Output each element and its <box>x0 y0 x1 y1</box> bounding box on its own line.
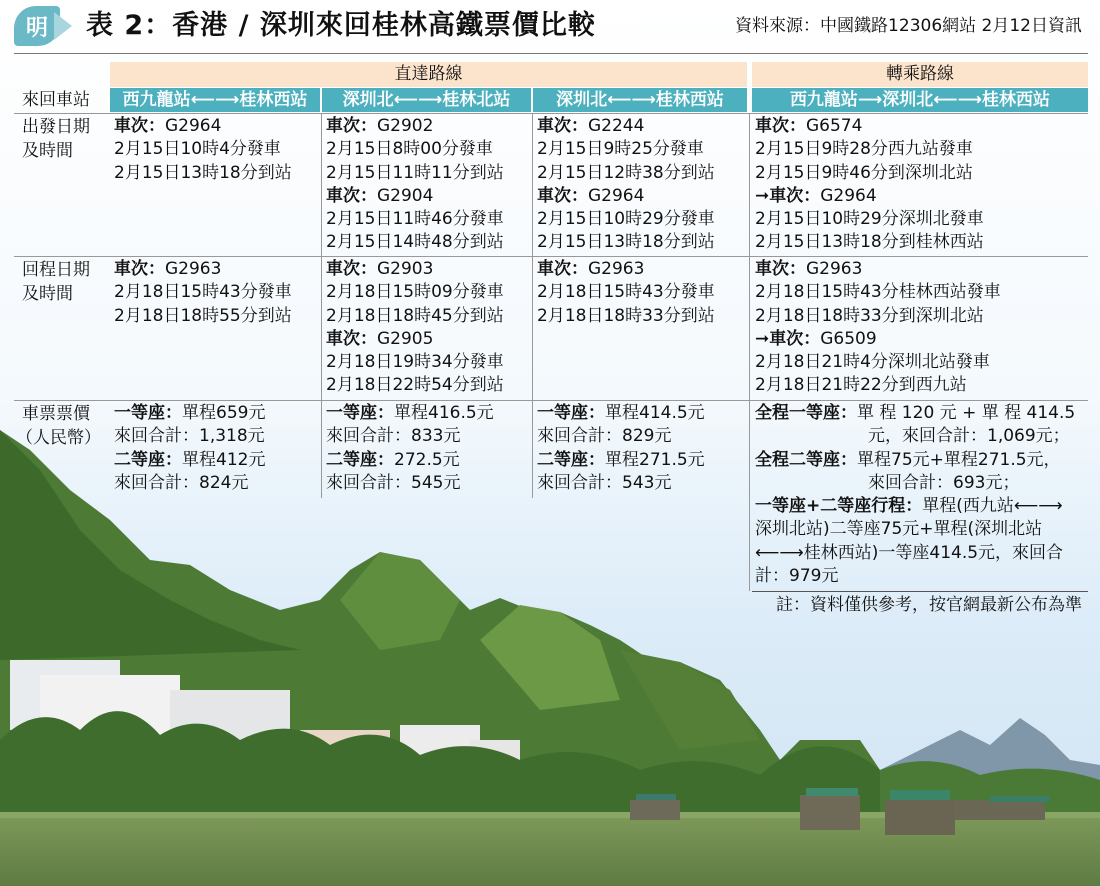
cell-line-label: 車次： <box>326 259 377 279</box>
cell-line: 2月18日18時45分到站 <box>326 305 504 326</box>
badge-tail-decor <box>54 12 72 40</box>
cell-line <box>114 115 292 138</box>
row-label-return-line2: 及時間 <box>22 284 73 304</box>
cell-line-value: 272.5元 <box>394 449 460 470</box>
footnote: 註：資料僅供參考，按官網最新公布為準 <box>776 595 1082 615</box>
cell-line: 2月15日14時48分到站 <box>326 232 504 253</box>
cell-line-label: 車次： <box>755 116 806 136</box>
row-divider-1 <box>14 113 1088 114</box>
cell-line: 2月15日8時00分發車 <box>326 139 493 160</box>
cell-return-4 <box>755 258 1001 398</box>
row-divider-3 <box>14 400 1088 401</box>
cell-line-value: 單 程 120 元 + 單 程 414.5 <box>857 403 1076 423</box>
route-header-3: 深圳北⟵⟶桂林西站 <box>533 88 747 112</box>
cell-line: 來回合計：829元 <box>537 426 672 447</box>
cell-line: 2月15日9時28分西九站發車 <box>755 139 973 160</box>
cell-line-label: 車次： <box>326 185 377 206</box>
transfer-arrow-icon: ➞ <box>755 185 770 206</box>
cell-line-value: 單程659元 <box>182 403 266 423</box>
col-divider-2 <box>532 113 533 498</box>
cell-line: 2月15日9時25分發車 <box>537 139 704 160</box>
cell-line: 2月18日15時43分發車 <box>537 282 715 303</box>
cell-line-label: 車次： <box>326 328 377 349</box>
cell-line-label: 一等座+二等座行程： <box>755 496 923 517</box>
cell-line: 來回合計：833元 <box>326 426 461 447</box>
data-source: 資料來源：中國鐵路12306網站 2月12日資訊 <box>735 16 1082 36</box>
cell-line-label: 二等座： <box>326 449 394 470</box>
cell-line: 2月15日10時29分深圳北發車 <box>755 209 984 230</box>
cell-line <box>326 258 504 281</box>
cell-line-value: 單程414.5元 <box>605 403 705 423</box>
cell-line: 來回合計：824元 <box>114 472 249 493</box>
cell-depart-1 <box>114 115 292 185</box>
cell-line-value: G2903 <box>377 259 434 279</box>
row-label-depart-line1: 出發日期 <box>22 117 90 137</box>
cell-line <box>326 185 504 208</box>
cell-line <box>755 495 1075 518</box>
cell-line: 來回合計：693元； <box>868 472 1020 493</box>
cell-price-4 <box>755 402 1075 588</box>
route-header-2: 深圳北⟵⟶桂林北站 <box>322 88 531 112</box>
cell-line: 2月18日18時33分到深圳北站 <box>755 305 984 326</box>
cell-return-1 <box>114 258 292 328</box>
cell-line: 2月18日15時43分發車 <box>114 282 292 303</box>
cell-line <box>326 449 494 472</box>
cell-line: 2月18日21時4分深圳北站發車 <box>755 352 990 373</box>
cell-price-1 <box>114 402 265 495</box>
col-divider-1 <box>321 113 322 498</box>
cell-line-label: 車次： <box>755 259 806 279</box>
badge-glyph: 明 <box>25 15 48 41</box>
cell-line-value: G6509 <box>820 328 877 349</box>
cell-line-value: 單程412元 <box>182 449 266 470</box>
cell-line: 2月15日10時4分發車 <box>114 139 281 160</box>
cell-line: 來回合計：543元 <box>537 472 672 493</box>
cell-line <box>114 258 292 281</box>
cell-line: 2月15日11時46分發車 <box>326 209 504 230</box>
cell-line: 2月15日13時18分到站 <box>537 232 715 253</box>
table-title: 表 2：香港 / 深圳來回桂林高鐵票價比較 <box>86 10 596 41</box>
cell-line-value: 單程75元+單程271.5元， <box>857 449 1061 470</box>
cell-line-value: G2902 <box>377 116 434 136</box>
row-label-return <box>22 258 90 306</box>
cell-line-value: 單程416.5元 <box>394 403 494 423</box>
row-divider-2 <box>14 256 1088 257</box>
cell-line: 2月18日22時54分到站 <box>326 375 504 396</box>
cell-line: 2月15日13時18分到桂林西站 <box>755 232 984 253</box>
cell-line-value: G2964 <box>588 185 645 206</box>
row-label-price-line2: （人民幣） <box>16 428 101 448</box>
cell-line: 2月15日13時18分到站 <box>114 162 292 183</box>
cell-line-label: 二等座： <box>114 449 182 470</box>
row-label-return-line1: 回程日期 <box>22 260 90 280</box>
cell-line-value: 單程(西九站⟵⟶ <box>922 496 1063 517</box>
group-header-direct: 直達路線 <box>110 62 747 87</box>
cell-line: 2月18日19時34分發車 <box>326 352 504 373</box>
cell-line: 來回合計：1,318元 <box>114 426 265 447</box>
cell-line <box>755 328 1001 351</box>
row-label-station: 來回車站 <box>22 90 90 110</box>
cell-line-label: 車次： <box>114 116 165 136</box>
cell-line-value: G2963 <box>806 259 863 279</box>
cell-line <box>537 258 715 281</box>
route-header-1: 西九龍站⟵⟶桂林西站 <box>110 88 320 112</box>
cell-line: 2月15日10時29分發車 <box>537 209 715 230</box>
cell-line-label: 一等座： <box>537 403 605 423</box>
row-label-price-line1: 車票票價 <box>22 404 90 424</box>
cell-line-value: G2964 <box>820 185 877 206</box>
cell-line-value: 單程271.5元 <box>605 449 705 470</box>
row-divider-bottom <box>752 591 1088 592</box>
cell-line: 2月18日21時22分到西九站 <box>755 375 967 396</box>
cell-line-value: G2964 <box>165 116 222 136</box>
cell-line-value: G2963 <box>588 259 645 279</box>
cell-line <box>537 449 705 472</box>
cell-line <box>755 115 984 138</box>
cell-return-2 <box>326 258 504 398</box>
header-rule <box>14 53 1088 54</box>
group-header-transfer: 轉乘路線 <box>752 62 1088 87</box>
row-label-depart <box>22 115 90 163</box>
cell-line-value: G2904 <box>377 185 434 206</box>
cell-line <box>755 402 1075 425</box>
cell-line-value: G2244 <box>588 116 645 136</box>
cell-line <box>755 258 1001 281</box>
cell-line <box>755 185 984 208</box>
cell-line: 2月18日15時43分桂林西站發車 <box>755 282 1001 303</box>
cell-line <box>326 328 504 351</box>
cell-line-label: 全程二等座： <box>755 449 857 470</box>
cell-line-label: 全程一等座： <box>755 403 857 423</box>
cell-depart-3 <box>537 115 715 255</box>
cell-price-2 <box>326 402 494 495</box>
transfer-arrow-icon: ➞ <box>755 328 770 349</box>
cell-line: 2月18日15時09分發車 <box>326 282 504 303</box>
cell-line: 2月18日18時33分到站 <box>537 305 715 326</box>
cell-depart-4 <box>755 115 984 255</box>
cell-line <box>537 402 705 425</box>
cell-line <box>755 449 1075 472</box>
cell-line: 2月18日18時55分到站 <box>114 305 292 326</box>
col-divider-3 <box>749 113 750 591</box>
cell-line-label: 車次： <box>769 185 821 206</box>
cell-line: 計：979元 <box>755 566 839 587</box>
cell-line-label: 一等座： <box>114 403 182 423</box>
cell-price-3 <box>537 402 705 495</box>
cell-line-label: 車次： <box>537 116 588 136</box>
cell-line <box>326 402 494 425</box>
cell-line <box>114 402 265 425</box>
row-label-depart-line2: 及時間 <box>22 141 73 161</box>
cell-line-label: 車次： <box>537 185 588 206</box>
cell-line-label: 車次： <box>537 259 588 279</box>
cell-line: 2月15日9時46分到深圳北站 <box>755 162 973 183</box>
cell-return-3 <box>537 258 715 328</box>
cell-line-label: 車次： <box>326 116 377 136</box>
cell-line-label: 車次： <box>769 328 821 349</box>
cell-line: 來回合計：545元 <box>326 472 461 493</box>
cell-line <box>537 185 715 208</box>
cell-line: 2月15日12時38分到站 <box>537 162 715 183</box>
cell-line-value: G2905 <box>377 328 434 349</box>
cell-depart-2 <box>326 115 504 255</box>
cell-line <box>537 115 715 138</box>
cell-line <box>326 115 504 138</box>
cell-line-value: G6574 <box>806 116 863 136</box>
cell-line: ⟵⟶桂林西站)一等座414.5元，來回合 <box>755 542 1064 563</box>
route-header-4: 西九龍站⟶深圳北⟵⟶桂林西站 <box>752 88 1088 112</box>
cell-line-label: 車次： <box>114 259 165 279</box>
row-label-price <box>16 402 101 450</box>
cell-line: 元，來回合計：1,069元； <box>868 426 1070 447</box>
cell-line <box>114 449 265 472</box>
cell-line-label: 一等座： <box>326 403 394 423</box>
cell-line-value: G2963 <box>165 259 222 279</box>
cell-line: 深圳北站)二等座75元+單程(深圳北站 <box>755 519 1043 540</box>
cell-line-label: 二等座： <box>537 449 605 470</box>
cell-line: 2月15日11時11分到站 <box>326 162 504 183</box>
